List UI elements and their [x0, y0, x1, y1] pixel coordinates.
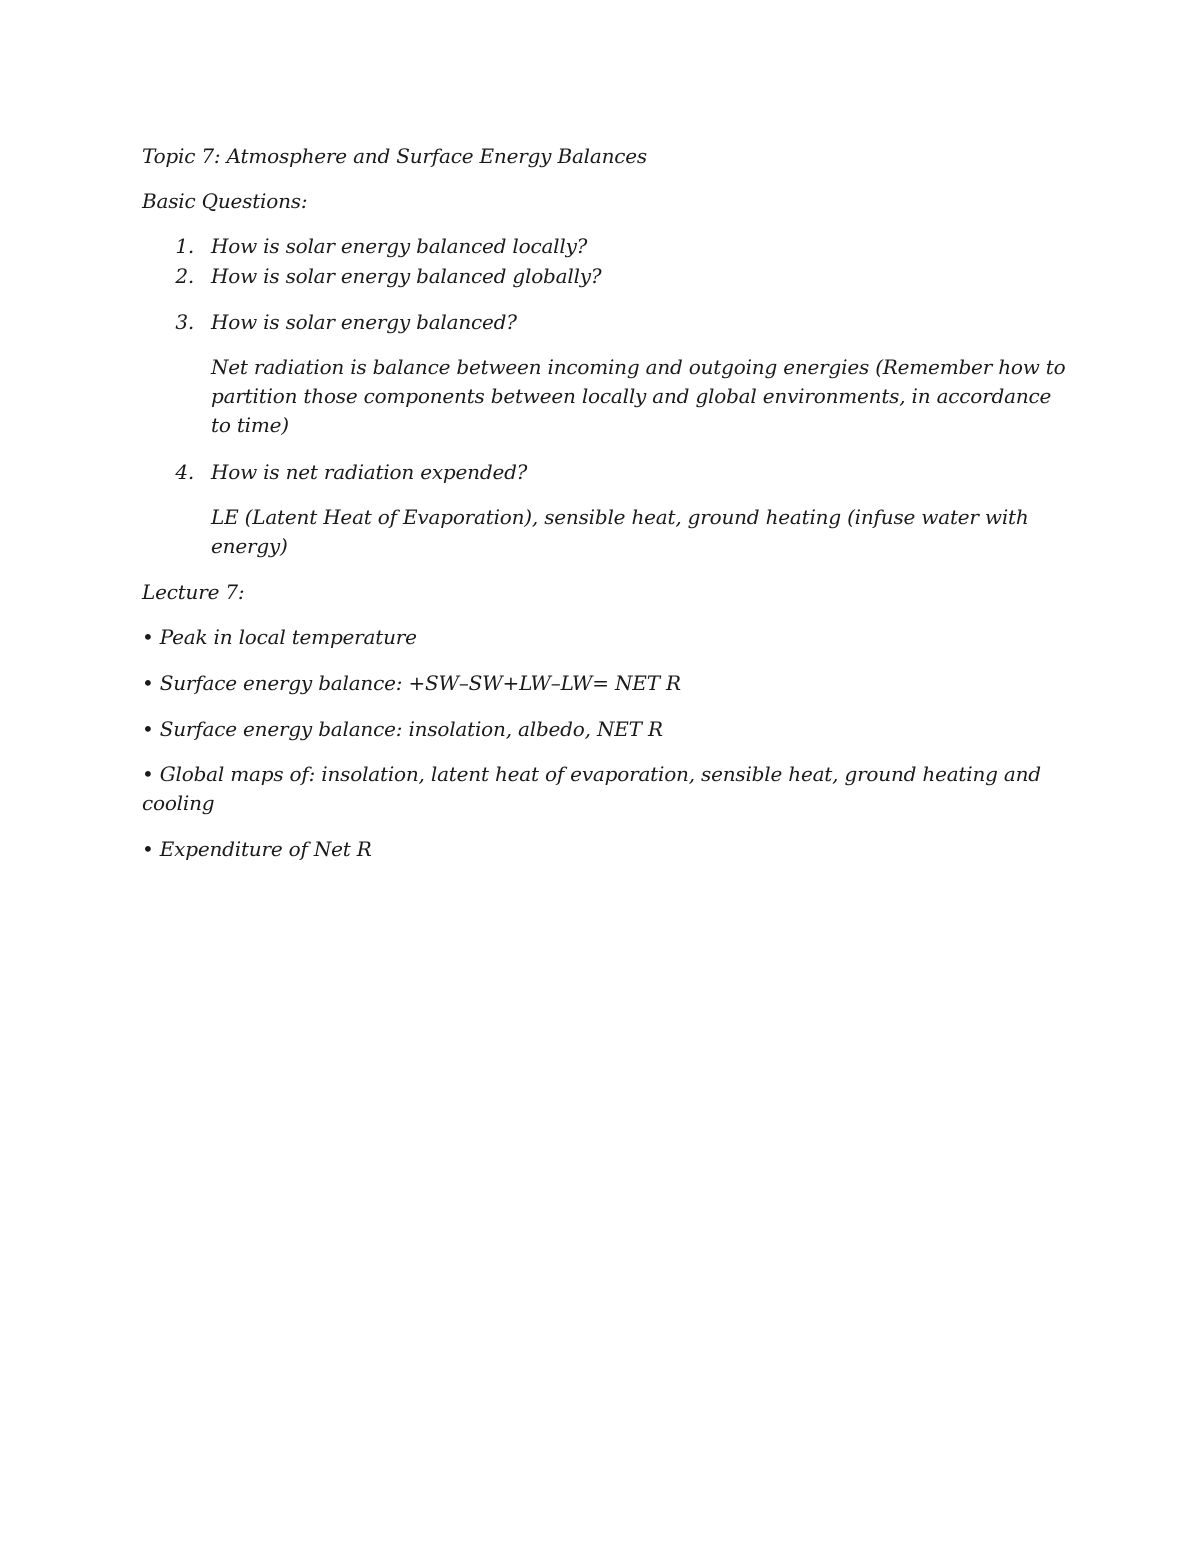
document-title: Topic 7: Atmosphere and Surface Energy Balances — [142, 144, 647, 168]
lecture-point: • Expenditure of Net R — [142, 837, 372, 861]
question-number: 3. — [175, 310, 194, 334]
question-number: 1. — [175, 234, 194, 258]
lecture-point: • Global maps of: insolation, latent heat of evaporation, sensible heat, ground heating and cooling — [142, 762, 1041, 815]
question-answer: Net radiation is balance between incoming and outgoing energies (Remember how to partition those components between locally and global environments, in accordance to time) — [211, 355, 1066, 437]
lecture-point: • Surface energy balance: +SW–SW+LW–LW= NET R — [142, 671, 681, 695]
question-answer: LE (Latent Heat of Evaporation), sensible heat, ground heating (infuse water with energy) — [211, 505, 1029, 558]
lecture-point: • Peak in local temperature — [142, 625, 417, 649]
question-number: 4. — [175, 460, 194, 484]
basic-questions-heading: Basic Questions: — [142, 189, 308, 213]
lecture-heading: Lecture 7: — [142, 580, 245, 604]
question-text: How is solar energy balanced locally? — [211, 234, 588, 258]
lecture-point: • Surface energy balance: insolation, albedo, NET R — [142, 717, 663, 741]
question-text: How is solar energy balanced? — [211, 310, 517, 334]
question-text: How is solar energy balanced globally? — [211, 264, 602, 288]
question-text: How is net radiation expended? — [211, 460, 528, 484]
question-number: 2. — [175, 264, 194, 288]
